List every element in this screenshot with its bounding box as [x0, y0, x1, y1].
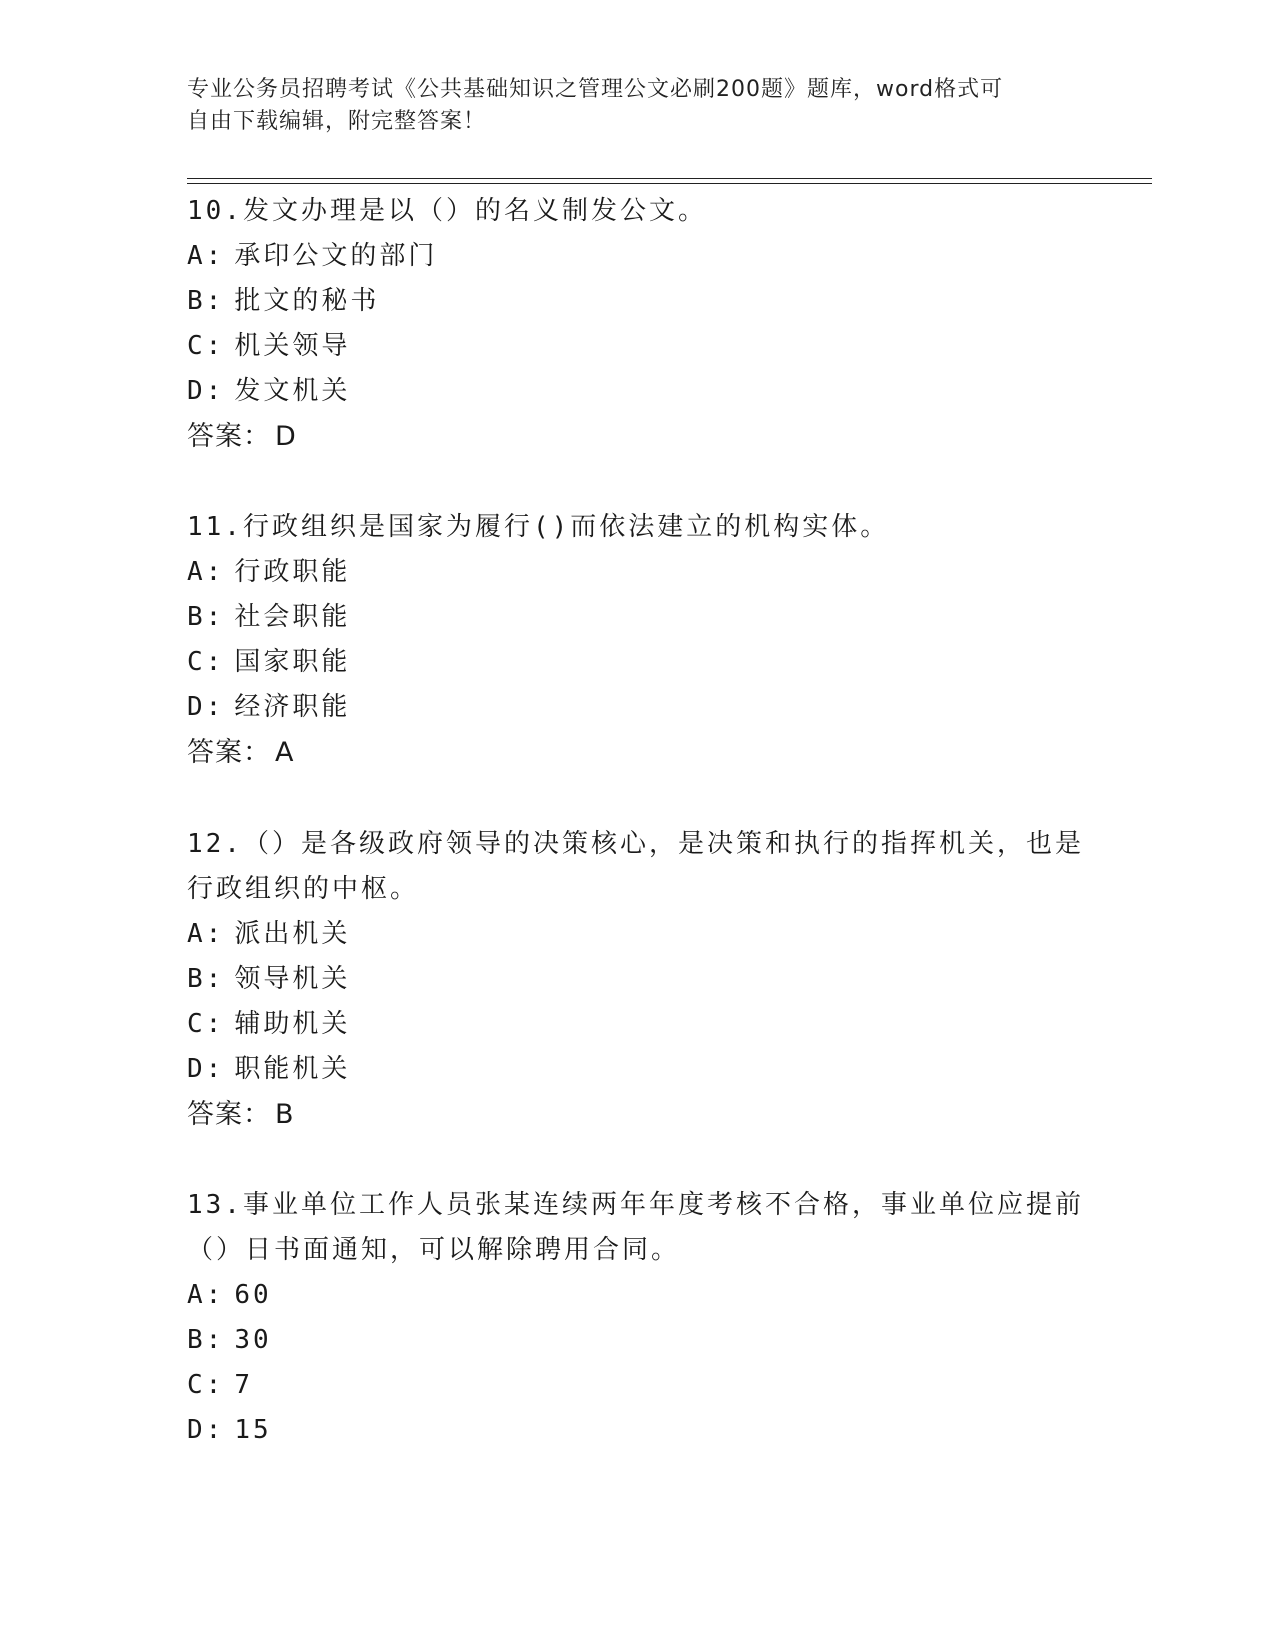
option-key: C: [187, 1009, 206, 1039]
option-key: D: [187, 376, 206, 406]
option-text: 30: [234, 1325, 272, 1355]
header-divider-top: [187, 178, 1152, 179]
header-line-1: 专业公务员招聘考试《公共基础知识之管理公文必刷200题》题库，word格式可: [187, 77, 1004, 102]
option-text: 国家职能: [234, 647, 351, 677]
option-text: 15: [234, 1415, 272, 1445]
option-c: C: 7: [187, 1363, 1087, 1408]
option-text: 60: [234, 1280, 272, 1310]
option-d: D: 15: [187, 1408, 1087, 1453]
option-c: C: 辅助机关: [187, 1002, 1087, 1047]
option-c: C: 国家职能: [187, 640, 1087, 685]
header-line-2: 自由下载编辑，附完整答案！: [187, 109, 487, 134]
option-key: A: [187, 557, 206, 587]
answer-label: 答案：: [187, 737, 271, 768]
option-d: D: 职能机关: [187, 1047, 1087, 1092]
question-stem: 10.发文办理是以（）的名义制发公文。: [187, 196, 707, 226]
option-key: B: [187, 286, 206, 316]
option-d: D: 经济职能: [187, 685, 1087, 730]
option-a: A: 派出机关: [187, 912, 1087, 957]
answer-value: B: [275, 1099, 295, 1130]
answer-label: 答案：: [187, 421, 271, 452]
answer-line: [187, 1092, 1087, 1137]
option-text: 经济职能: [234, 692, 351, 722]
document-header: [187, 74, 1067, 138]
option-text: 社会职能: [234, 602, 351, 632]
answer-label: 答案：: [187, 1099, 271, 1130]
question-13: [187, 1183, 1087, 1453]
question-12: [187, 822, 1087, 1137]
option-a: A: 60: [187, 1273, 1087, 1318]
option-text: 发文机关: [234, 376, 351, 406]
option-key: C: [187, 647, 206, 677]
option-b: B: 社会职能: [187, 595, 1087, 640]
option-a: A: 行政职能: [187, 550, 1087, 595]
option-text: 批文的秘书: [234, 286, 380, 316]
question-stem: 13.事业单位工作人员张某连续两年年度考核不合格，事业单位应提前（）日书面通知，可以解除聘用合同。: [187, 1190, 1084, 1265]
option-text: 7: [234, 1370, 253, 1400]
question-stem: 11.行政组织是国家为履行()而依法建立的机构实体。: [187, 512, 890, 542]
option-text: 领导机关: [234, 964, 351, 994]
option-c: C: 机关领导: [187, 324, 1087, 369]
answer-line: [187, 730, 1087, 775]
question-10: [187, 189, 1087, 459]
option-a: A: 承印公文的部门: [187, 234, 1087, 279]
answer-value: A: [275, 737, 295, 768]
header-divider-bottom: [187, 183, 1152, 184]
option-text: 行政职能: [234, 557, 351, 587]
option-key: B: [187, 602, 206, 632]
option-b: B: 30: [187, 1318, 1087, 1363]
answer-line: [187, 414, 1087, 459]
option-key: A: [187, 1280, 206, 1310]
option-text: 机关领导: [234, 331, 351, 361]
option-text: 辅助机关: [234, 1009, 351, 1039]
question-stem: 12.（）是各级政府领导的决策核心，是决策和执行的指挥机关，也是行政组织的中枢。: [187, 829, 1084, 904]
option-key: A: [187, 919, 206, 949]
option-b: B: 批文的秘书: [187, 279, 1087, 324]
option-key: B: [187, 964, 206, 994]
option-d: D: 发文机关: [187, 369, 1087, 414]
option-key: C: [187, 1370, 206, 1400]
option-text: 承印公文的部门: [234, 241, 438, 271]
option-key: D: [187, 1415, 206, 1445]
option-key: B: [187, 1325, 206, 1355]
option-b: B: 领导机关: [187, 957, 1087, 1002]
option-key: D: [187, 1054, 206, 1084]
option-key: D: [187, 692, 206, 722]
answer-value: D: [275, 421, 297, 452]
option-key: A: [187, 241, 206, 271]
question-11: [187, 505, 1087, 775]
option-text: 职能机关: [234, 1054, 351, 1084]
option-key: C: [187, 331, 206, 361]
option-text: 派出机关: [234, 919, 351, 949]
